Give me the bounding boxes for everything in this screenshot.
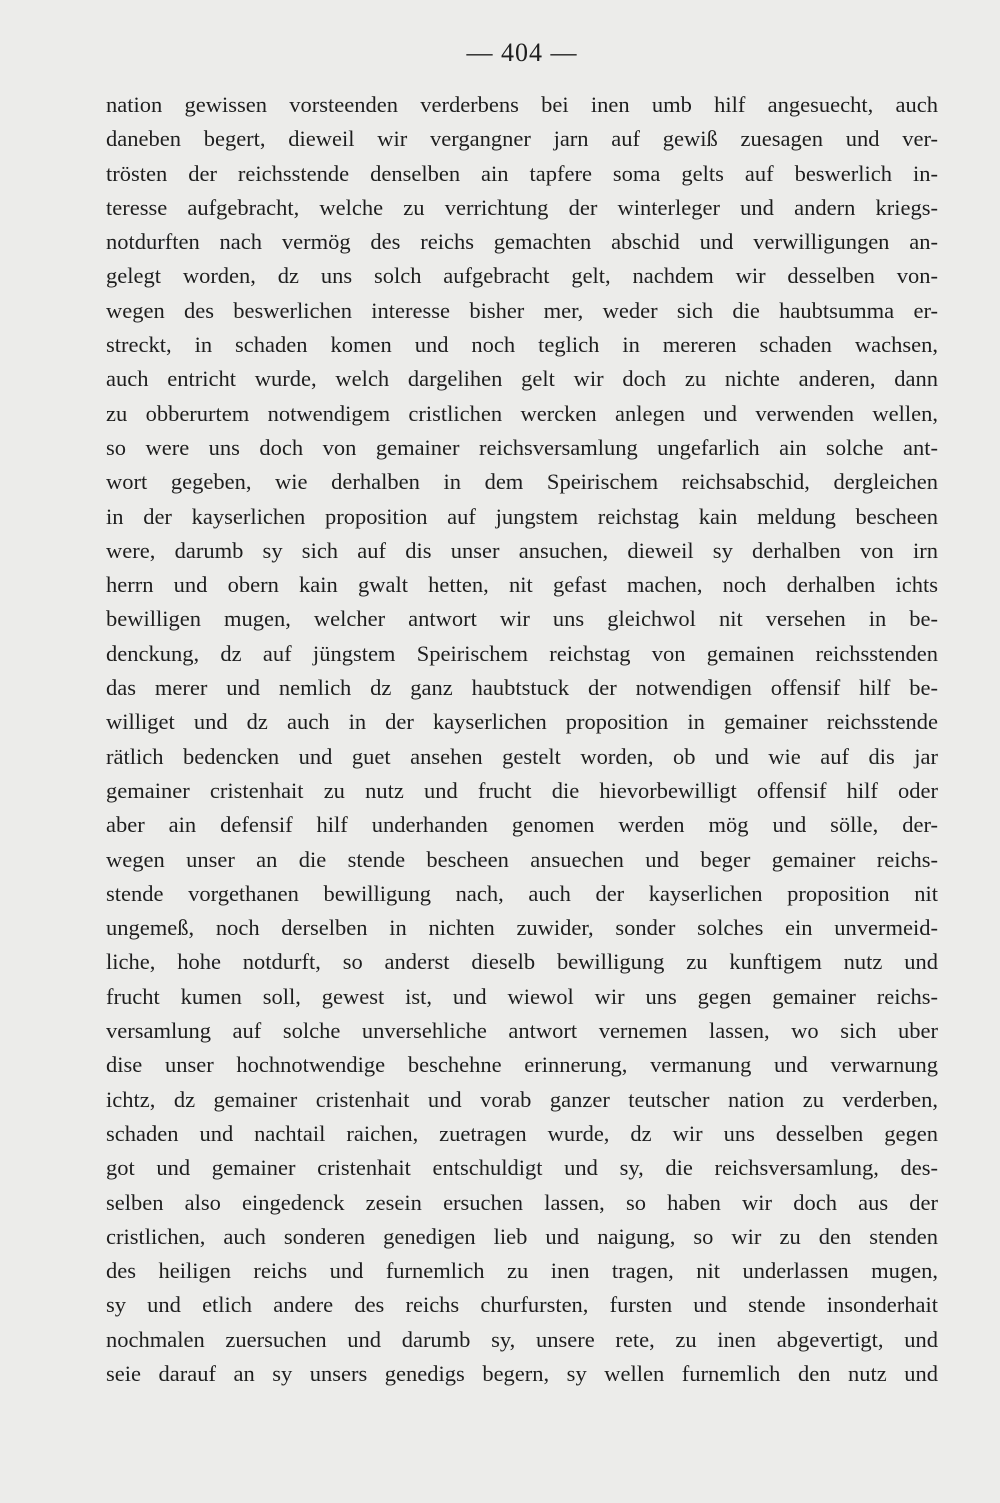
text-line: versamlung auf solche unversehliche antwort vernemen lassen, wo sich uber: [106, 1018, 938, 1044]
text-line: wegen des beswerlichen interesse bisher mer, weder sich die haubtsumma er-: [106, 297, 938, 323]
text-line: nation gewissen vorsteenden verderbens bei inen umb hilf angesuecht, auch: [106, 92, 938, 117]
text-line: frucht kumen soll, gewest ist, und wiewol wir uns gegen gemainer reichs-: [106, 983, 938, 1009]
text-line: streckt, in schaden komen und noch teglich in mereren schaden wachsen,: [106, 332, 938, 358]
text-line: cristlichen, auch sonderen genedigen lieb und naigung, so wir zu den stenden: [106, 1223, 938, 1249]
text-line: rätlich bedencken und guet ansehen gestelt worden, ob und wie auf dis jar: [106, 743, 938, 769]
text-line: das merer und nemlich dz ganz haubtstuck der notwendigen offensif hilf be-: [106, 675, 938, 701]
text-line: aber ain defensif hilf underhanden genomen werden mög und sölle, der-: [106, 812, 938, 838]
text-line: nochmalen zuersuchen und darumb sy, unsere rete, zu inen abgevertigt, und: [106, 1326, 938, 1352]
text-line: trösten der reichsstende denselben ain tapfere soma gelts auf beswerlich in-: [106, 160, 938, 186]
text-line: williget und dz auch in der kayserlichen proposition in gemainer reichsstende: [106, 709, 938, 735]
text-line: daneben begert, dieweil wir vergangner jarn auf gewiß zuesagen und ver-: [106, 126, 938, 152]
text-line: seie darauf an sy unsers genedigs begern, sy wellen furnemlich den nutz und: [106, 1360, 938, 1386]
text-line: wort gegeben, wie derhalben in dem Speirischem reichsabschid, dergleichen: [106, 469, 938, 495]
text-line: schaden und nachtail raichen, zuetragen wurde, dz wir uns desselben gegen: [106, 1120, 938, 1146]
text-line: auch entricht wurde, welch dargelihen gelt wir doch zu nichte anderen, dann: [106, 366, 938, 392]
text-line: in der kayserlichen proposition auf jungstem reichstag kain meldung bescheen: [106, 503, 938, 529]
text-line: got und gemainer cristenhait entschuldigt und sy, die reichsversamlung, des-: [106, 1155, 938, 1181]
text-line: dise unser hochnotwendige beschehne erinnerung, vermanung und verwarnung: [106, 1052, 938, 1078]
text-line: gelegt worden, dz uns solch aufgebracht gelt, nachdem wir desselben von-: [106, 263, 938, 289]
text-line: bewilligen mugen, welcher antwort wir uns gleichwol nit versehen in be-: [106, 606, 938, 632]
text-line: were, darumb sy sich auf dis unser ansuchen, dieweil sy derhalben von irn: [106, 537, 938, 563]
text-line: stende vorgethanen bewilligung nach, auch der kayserlichen proposition nit: [106, 880, 938, 906]
text-line: ichtz, dz gemainer cristenhait und vorab ganzer teutscher nation zu verderben,: [106, 1086, 938, 1112]
text-line: selben also eingedenck zesein ersuchen lassen, so haben wir doch aus der: [106, 1189, 938, 1215]
text-line: ungemeß, noch derselben in nichten zuwider, sonder solches ein unvermeid-: [106, 915, 938, 941]
text-line: zu obberurtem notwendigem cristlichen wercken anlegen und verwenden wellen,: [106, 400, 938, 426]
text-line: des heiligen reichs und furnemlich zu inen tragen, nit underlassen mugen,: [106, 1258, 938, 1284]
text-line: wegen unser an die stende bescheen ansuechen und beger gemainer reichs-: [106, 846, 938, 872]
text-line: sy und etlich andere des reichs churfursten, fursten und stende insonderhait: [106, 1292, 938, 1318]
text-line: notdurften nach vermög des reichs gemachten abschid und verwilligungen an-: [106, 229, 938, 255]
text-line: teresse aufgebracht, welche zu verrichtung der winterleger und andern kriegs-: [106, 194, 938, 220]
text-line: so were uns doch von gemainer reichsversamlung ungefarlich ain solche ant-: [106, 434, 938, 460]
text-line: herrn und obern kain gwalt hetten, nit gefast machen, noch derhalben ichts: [106, 572, 938, 598]
page-number: — 404 —: [466, 38, 578, 67]
text-line: gemainer cristenhait zu nutz und frucht die hievorbewilligt offensif hilf oder: [106, 777, 938, 803]
text-line: liche, hohe notdurft, so anderst dieselb bewilligung zu kunftigem nutz und: [106, 949, 938, 975]
body-text: [106, 88, 938, 1391]
text-line: denckung, dz auf jüngstem Speirischem reichstag von gemainen reichsstenden: [106, 640, 938, 666]
